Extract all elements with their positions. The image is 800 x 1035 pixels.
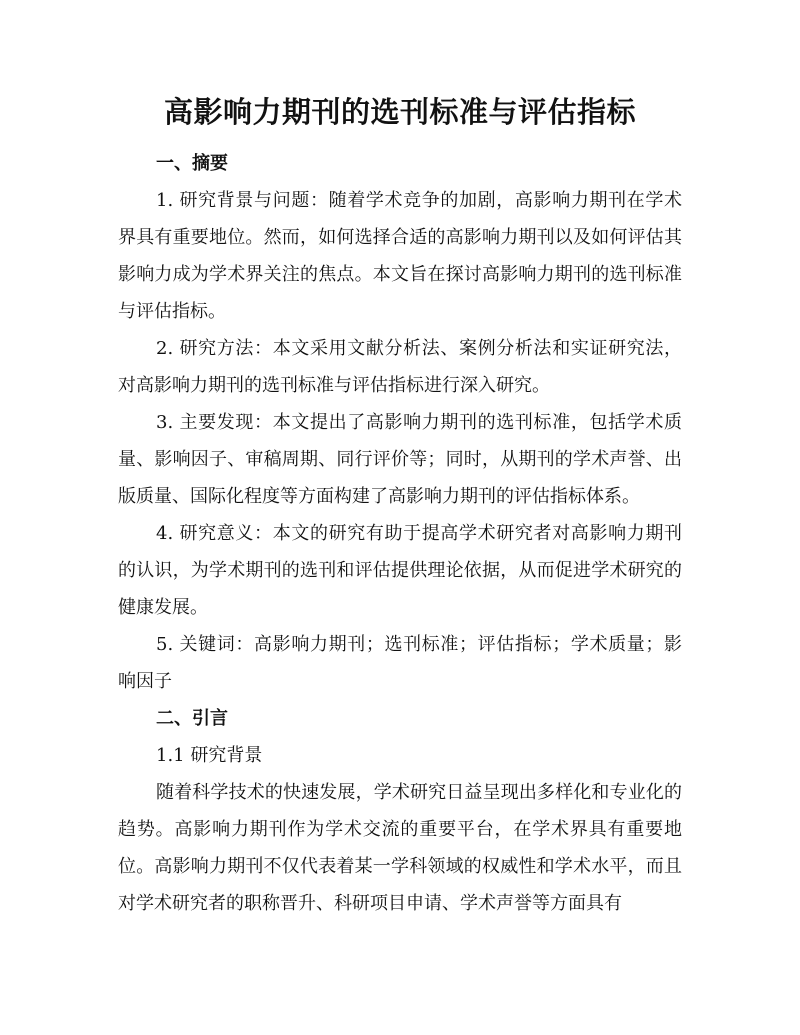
introduction-heading: 二、引言 — [156, 708, 228, 729]
abstract-item-keywords: 5. 关键词：高影响力期刊；选刊标准；评估指标；学术质量；影响因子 — [118, 634, 682, 692]
abstract-heading: 一、摘要 — [156, 153, 228, 174]
abstract-item-method: 2. 研究方法：本文采用文献分析法、案例分析法和实证研究法，对高影响力期刊的选刊标准与评估指标进行深入研究。 — [118, 338, 682, 396]
document-body — [118, 145, 682, 922]
subsection-heading: 1.1 研究背景 — [156, 745, 263, 766]
introduction-paragraph: 随着科学技术的快速发展，学术研究日益呈现出多样化和专业化的趋势。高影响力期刊作为学术交流的重要平台，在学术界具有重要地位。高影响力期刊不仅代表着某一学科领域的权威性和学术水平，而且对学术研究者的职称晋升、科研项目申请、学术声誉等方面具有 — [118, 782, 682, 914]
abstract-item-findings: 3. 主要发现：本文提出了高影响力期刊的选刊标准，包括学术质量、影响因子、审稿周期、同行评价等；同时，从期刊的学术声誉、出版质量、国际化程度等方面构建了高影响力期刊的评估指标体系。 — [118, 412, 682, 507]
abstract-item-significance: 4. 研究意义：本文的研究有助于提高学术研究者对高影响力期刊的认识，为学术期刊的选刊和评估提供理论依据，从而促进学术研究的健康发展。 — [118, 523, 682, 618]
document-title: 高影响力期刊的选刊标准与评估指标 — [163, 95, 636, 129]
abstract-item-background: 1. 研究背景与问题：随着学术竞争的加剧，高影响力期刊在学术界具有重要地位。然而，如何选择合适的高影响力期刊以及如何评估其影响力成为学术界关注的焦点。本文旨在探讨高影响力期刊的选刊标准与评估指标。 — [118, 190, 682, 322]
